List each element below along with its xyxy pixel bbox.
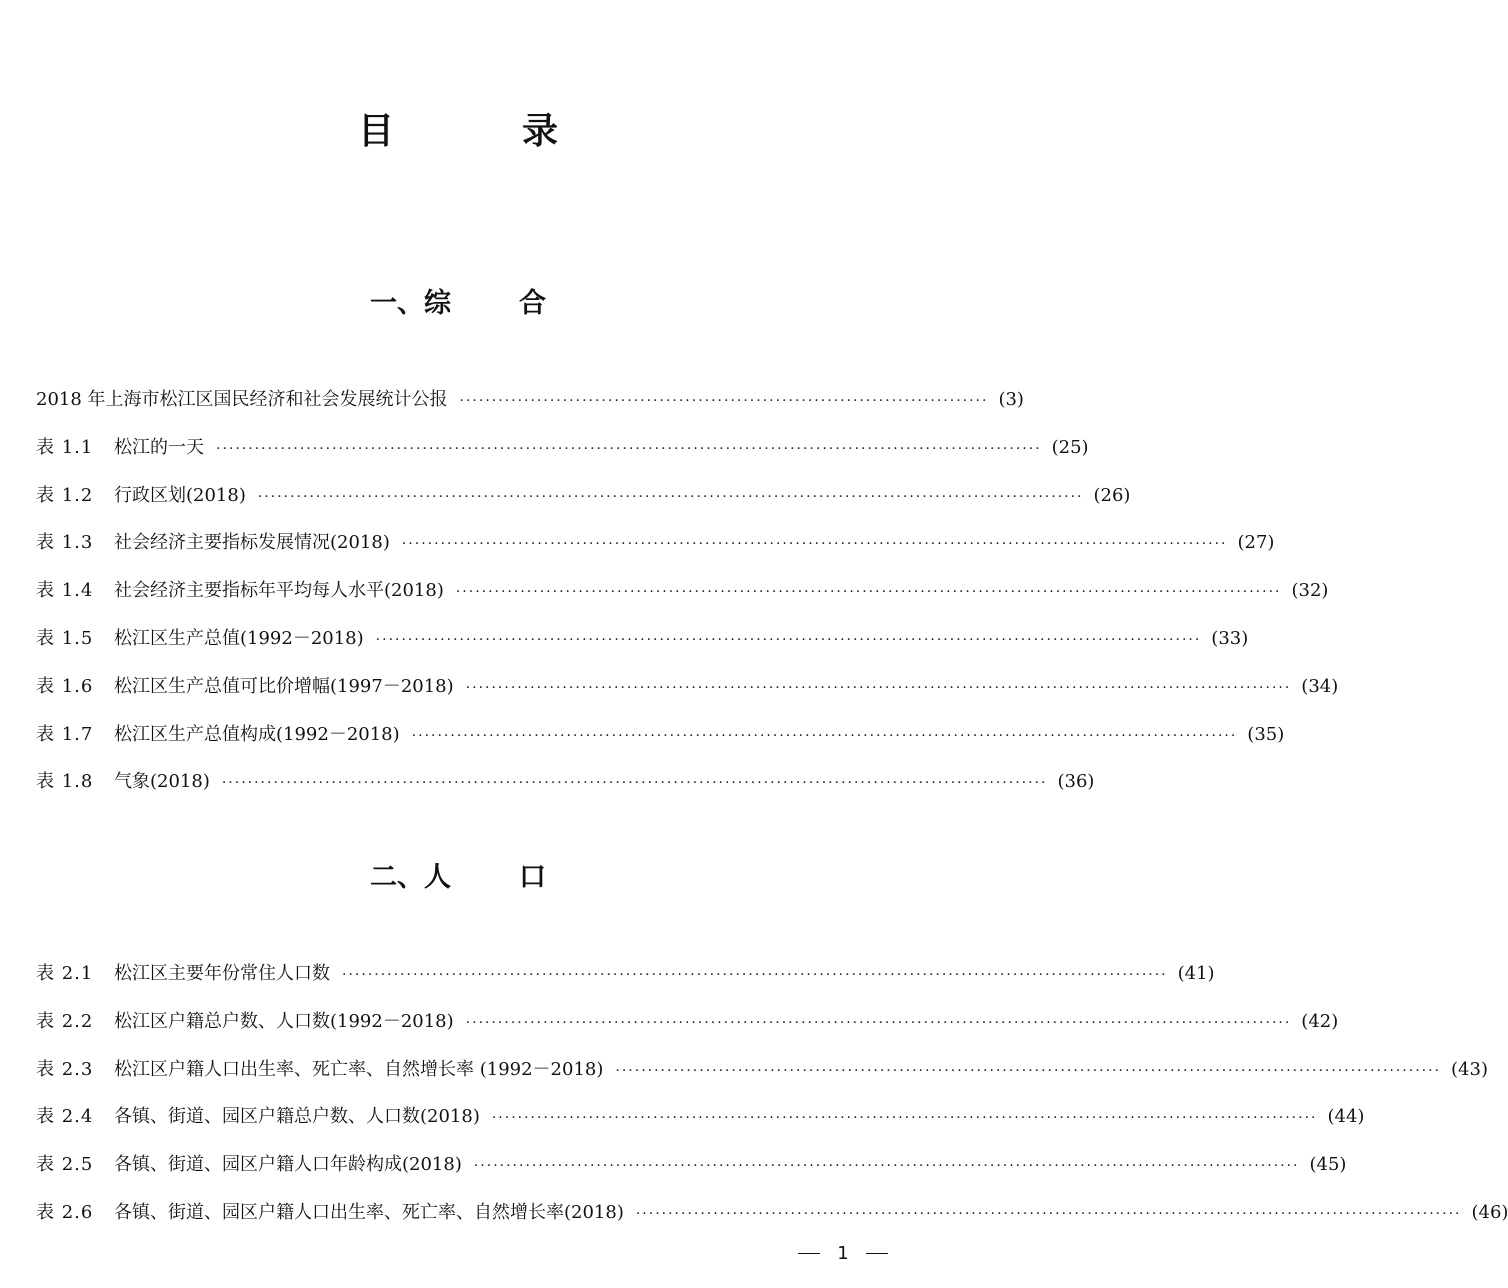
toc-entry-page: (41) xyxy=(1177,963,1215,984)
toc-entry-number: 表 1.4 xyxy=(36,580,94,602)
section-title-population xyxy=(0,860,916,896)
toc-entry-title: 社会经济主要指标发展情况(2018) xyxy=(114,532,390,554)
toc-leader-dots: ································································································································ xyxy=(257,488,1084,505)
toc-entry-title: 2018 年上海市松江区国民经济和社会发展统计公报 xyxy=(36,389,448,410)
toc-entry-number: 表 2.2 xyxy=(36,1010,94,1032)
toc-entry[interactable] xyxy=(36,667,1339,715)
toc-entry-title: 各镇、街道、园区户籍人口出生率、死亡率、自然增长率(2018) xyxy=(114,1201,624,1223)
toc-leader-dots: ································································································································ xyxy=(465,1014,1292,1031)
page-title: 目录 xyxy=(357,111,686,152)
section-title-prefix: 一、综 xyxy=(370,288,451,319)
toc-entry-number: 表 2.3 xyxy=(36,1058,94,1080)
toc-entry-title: 行政区划(2018) xyxy=(114,484,246,506)
toc-entry[interactable] xyxy=(36,571,1329,619)
toc-entry-title: 松江区户籍总户数、人口数(1992－2018) xyxy=(114,1010,454,1032)
toc-entry-page: (42) xyxy=(1301,1010,1339,1032)
toc-leader-dots: ································································································································ xyxy=(635,1205,1462,1222)
toc-entry-title: 松江区生产总值构成(1992－2018) xyxy=(114,723,400,745)
toc-entry[interactable] xyxy=(36,1097,1365,1145)
toc-entry-title: 各镇、街道、园区户籍总户数、人口数(2018) xyxy=(114,1106,480,1128)
toc-entry[interactable] xyxy=(36,1193,1508,1241)
toc-entry-page: (32) xyxy=(1291,580,1329,602)
toc-entry-number: 表 1.7 xyxy=(36,723,94,745)
toc-leader-dots: ································································································································ xyxy=(615,1062,1442,1079)
toc-entry-page: (43) xyxy=(1451,1058,1488,1080)
toc-entry-title: 社会经济主要指标年平均每人水平(2018) xyxy=(114,580,444,602)
toc-entry[interactable] xyxy=(36,1145,1347,1193)
toc-entry-page: (27) xyxy=(1237,532,1275,554)
toc-entry-page: (44) xyxy=(1327,1106,1365,1128)
toc-entry[interactable] xyxy=(36,715,1285,763)
section-title-suffix: 口 xyxy=(519,862,546,893)
toc-entry-number: 表 2.1 xyxy=(36,963,94,984)
toc-entry-page: (45) xyxy=(1309,1154,1347,1176)
section-title-prefix: 二、人 xyxy=(370,862,451,893)
toc-entry-title: 气象(2018) xyxy=(114,771,210,793)
toc-entry-title: 松江区生产总值(1992－2018) xyxy=(114,627,364,649)
toc-entry[interactable] xyxy=(36,476,1131,524)
toc-entry[interactable] xyxy=(36,1002,1339,1050)
page-footer xyxy=(798,1238,888,1268)
toc-entry-number: 表 1.3 xyxy=(36,532,94,554)
toc-list-population xyxy=(36,954,1508,1241)
toc-entry-number: 表 1.5 xyxy=(36,627,94,649)
toc-entry-number: 表 1.6 xyxy=(36,675,94,697)
toc-leader-dots: ································································································································ xyxy=(491,1110,1318,1127)
toc-entry-number: 表 2.5 xyxy=(36,1154,94,1176)
toc-entry-page: (3) xyxy=(998,389,1024,410)
section-title-suffix: 合 xyxy=(519,288,546,319)
toc-leader-dots: ································································································································ xyxy=(473,1158,1300,1175)
toc-entry-page: (35) xyxy=(1247,723,1285,745)
toc-entry-number: 表 2.4 xyxy=(36,1106,94,1128)
toc-leader-dots: ································································································································ xyxy=(401,536,1228,553)
toc-entry-page: (46) xyxy=(1471,1201,1508,1223)
toc-entry-page: (33) xyxy=(1211,627,1249,649)
toc-entry-number: 表 1.2 xyxy=(36,484,94,506)
toc-entry-page: (36) xyxy=(1057,771,1095,793)
toc-entry-title: 松江的一天 xyxy=(114,436,204,458)
toc-leader-dots: ·················································································· xyxy=(459,393,989,409)
toc-leader-dots: ································································································································ xyxy=(342,967,1168,983)
toc-leader-dots: ································································································································ xyxy=(455,584,1282,601)
toc-entry[interactable] xyxy=(36,762,1095,810)
toc-entry[interactable] xyxy=(36,380,1024,428)
toc-entry-title: 各镇、街道、园区户籍人口年龄构成(2018) xyxy=(114,1154,462,1176)
toc-entry[interactable] xyxy=(36,1050,1488,1098)
page-number: 1 xyxy=(837,1242,849,1264)
toc-entry-number: 表 1.8 xyxy=(36,771,94,793)
footer-dash-right xyxy=(866,1253,888,1254)
toc-entry-page: (26) xyxy=(1093,484,1131,506)
toc-entry[interactable] xyxy=(36,428,1089,476)
toc-entry[interactable] xyxy=(36,523,1275,571)
toc-entry-title: 松江区生产总值可比价增幅(1997－2018) xyxy=(114,675,454,697)
toc-entry-number: 表 1.1 xyxy=(36,436,94,458)
toc-list-general xyxy=(36,380,1339,810)
section-title-general xyxy=(0,286,916,322)
toc-leader-dots: ································································································································ xyxy=(216,440,1042,457)
toc-entry[interactable] xyxy=(36,954,1215,1002)
toc-leader-dots: ································································································································ xyxy=(375,631,1202,648)
toc-leader-dots: ································································································································ xyxy=(221,775,1048,792)
toc-leader-dots: ································································································································ xyxy=(465,679,1292,696)
toc-entry-page: (25) xyxy=(1051,436,1089,458)
toc-entry-page: (34) xyxy=(1301,675,1339,697)
toc-entry-number: 表 2.6 xyxy=(36,1201,94,1223)
toc-entry-title: 松江区主要年份常住人口数 xyxy=(114,963,330,984)
toc-leader-dots: ································································································································ xyxy=(411,727,1238,744)
toc-entry[interactable] xyxy=(36,619,1249,667)
footer-dash-left xyxy=(798,1253,820,1254)
toc-entry-title: 松江区户籍人口出生率、死亡率、自然增长率 (1992－2018) xyxy=(114,1058,604,1080)
